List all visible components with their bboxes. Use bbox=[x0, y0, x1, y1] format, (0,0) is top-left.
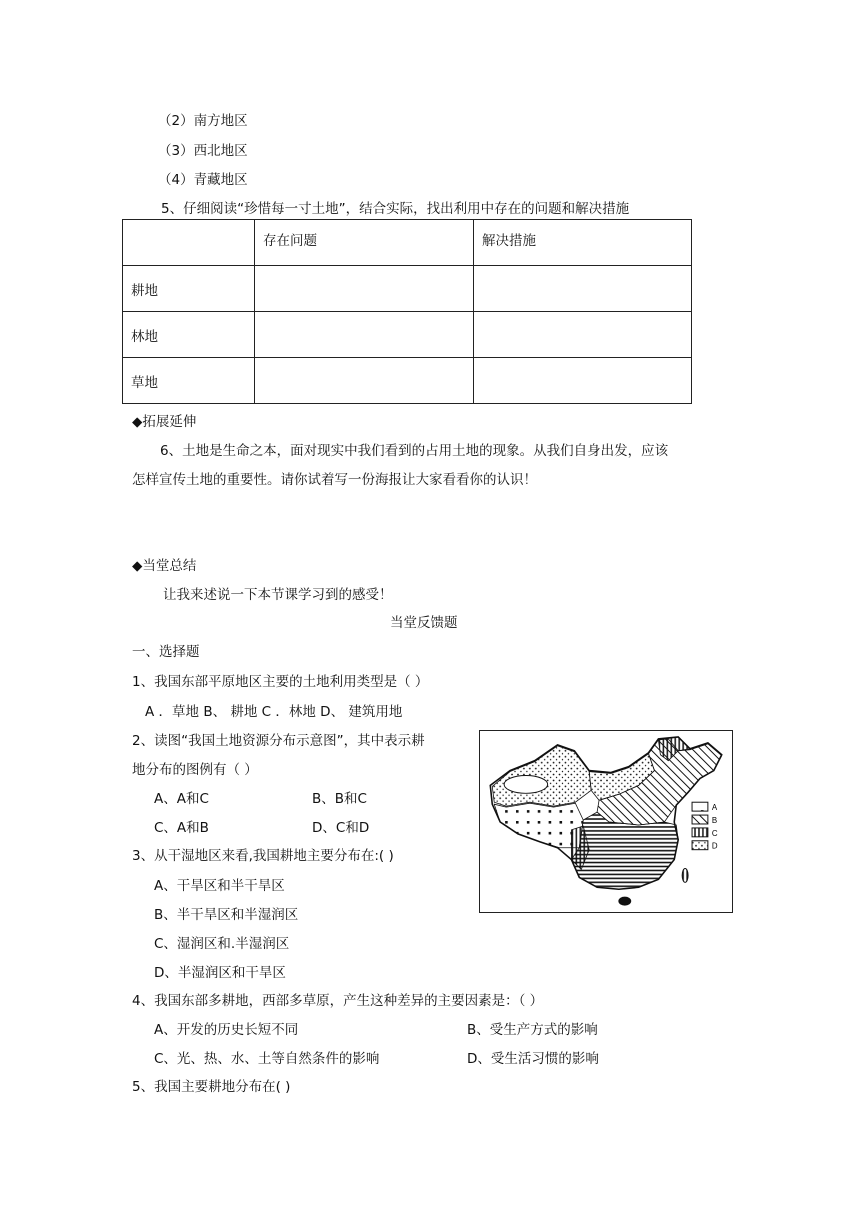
question-4-option-a: A、开发的历史长短不同 bbox=[154, 1022, 299, 1038]
legend-d-label: D bbox=[711, 841, 718, 851]
table-header-problem: 存在问题 bbox=[255, 220, 474, 266]
map-graphic bbox=[480, 731, 732, 912]
question-1: 1、我国东部平原地区主要的土地利用类型是（ ） bbox=[132, 674, 429, 690]
table-header-solution: 解决措施 bbox=[474, 220, 692, 266]
question-1-options: A ．草地 B、 耕地 C ．林地 D、 建筑用地 bbox=[145, 704, 403, 720]
question-2-line1: 2、读图“我国土地资源分布示意图”，其中表示耕 bbox=[132, 733, 425, 749]
question-6-line2: 怎样宣传土地的重要性。请你试着写一份海报让大家看看你的认识！ bbox=[132, 472, 537, 488]
question-3-option-c: C、湿润区和.半湿润区 bbox=[154, 936, 290, 952]
question-2-line2: 地分布的图例有（ ） bbox=[132, 762, 258, 778]
legend-b-label: B bbox=[711, 815, 718, 825]
question-3-option-a: A、干旱区和半干旱区 bbox=[154, 878, 285, 894]
legend-c-label: C bbox=[711, 828, 718, 838]
feedback-title: 当堂反馈题 bbox=[390, 615, 458, 631]
table-header-blank bbox=[123, 220, 255, 266]
table-cell[interactable] bbox=[474, 266, 692, 312]
question-4-option-b: B、受生产方式的影响 bbox=[467, 1022, 598, 1038]
table-cell[interactable] bbox=[255, 358, 474, 404]
legend-a-label: A bbox=[711, 803, 718, 813]
question-6-line1: 6、土地是生命之本，面对现实中我们看到的占用土地的现象。从我们自身出发，应该 bbox=[160, 443, 669, 459]
section-choice: 一、选择题 bbox=[132, 644, 200, 660]
question-4-option-c: C、光、热、水、土等自然条件的影响 bbox=[154, 1051, 380, 1067]
question-5b: 5、我国主要耕地分布在( ) bbox=[132, 1079, 291, 1095]
land-problem-table bbox=[122, 219, 692, 404]
item-south: （2）南方地区 bbox=[158, 113, 248, 129]
table-row-label-grassland: 草地 bbox=[123, 358, 255, 404]
item-qinghai-tibet: （4）青藏地区 bbox=[158, 172, 248, 188]
extension-heading: ◆拓展延伸 bbox=[132, 414, 197, 430]
table-row-label-forest: 林地 bbox=[123, 312, 255, 358]
question-2-option-a: A、A和C bbox=[154, 791, 209, 807]
summary-heading: ◆当堂总结 bbox=[132, 558, 197, 574]
question-2-option-d: D、C和D bbox=[312, 820, 370, 836]
table-cell[interactable] bbox=[474, 358, 692, 404]
table-cell[interactable] bbox=[255, 312, 474, 358]
table-cell[interactable] bbox=[255, 266, 474, 312]
question-2-option-c: C、A和B bbox=[154, 820, 209, 836]
question-2-option-b: B、B和C bbox=[312, 791, 367, 807]
summary-text: 让我来述说一下本节课学习到的感受！ bbox=[163, 587, 393, 603]
question-4: 4、我国东部多耕地，西部多草原，产生这种差异的主要因素是：（ ） bbox=[132, 993, 544, 1009]
question-3-option-b: B、半干旱区和半湿润区 bbox=[154, 907, 299, 923]
table-row-label-farmland: 耕地 bbox=[123, 266, 255, 312]
question-3: 3、从干湿地区来看,我国耕地主要分布在:( ) bbox=[132, 848, 394, 864]
question-4-option-d: D、受生活习惯的影响 bbox=[467, 1051, 599, 1067]
question-5: 5、仔细阅读“珍惜每一寸土地”，结合实际，找出利用中存在的问题和解决措施 bbox=[161, 201, 630, 217]
china-land-resource-map bbox=[479, 730, 733, 913]
item-northwest: （3）西北地区 bbox=[158, 143, 248, 159]
question-3-option-d: D、半湿润区和干旱区 bbox=[154, 965, 286, 981]
table-cell[interactable] bbox=[474, 312, 692, 358]
